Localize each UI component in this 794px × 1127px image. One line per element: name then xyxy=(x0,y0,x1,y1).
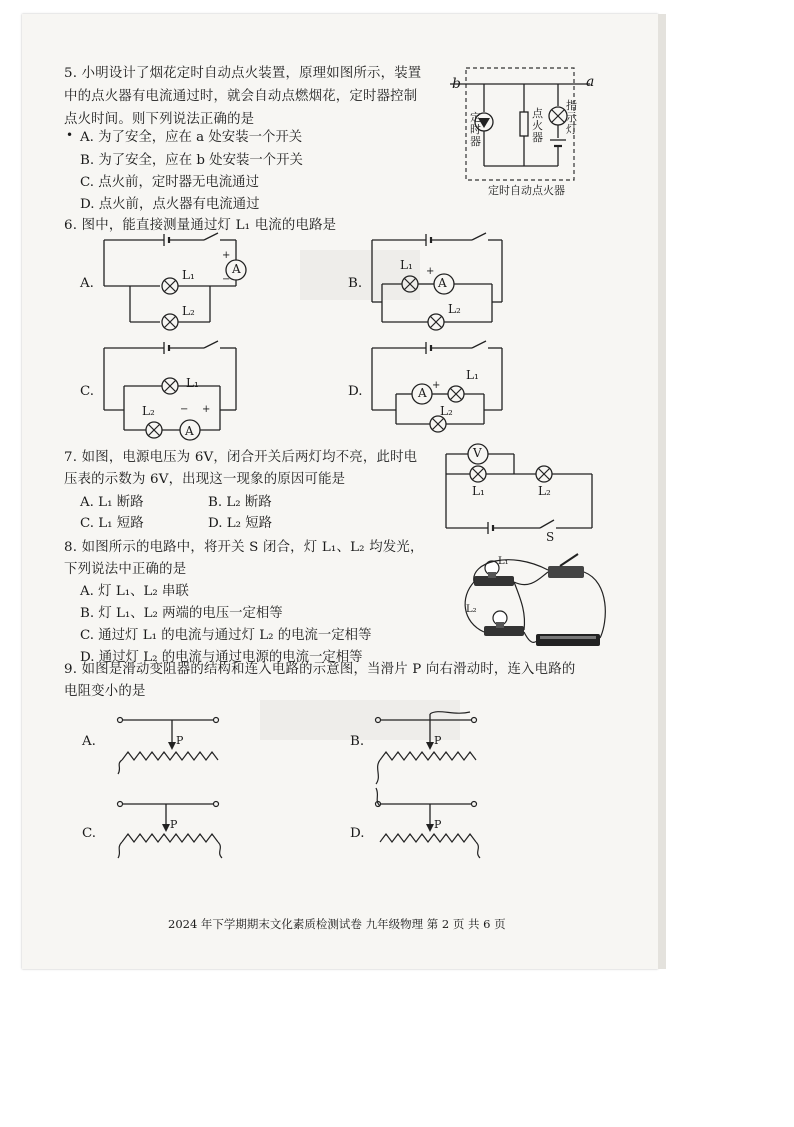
q7-voltmeter: V xyxy=(473,446,482,460)
q6a-minus: − xyxy=(222,274,231,285)
q5-stem-line3: 点火时间。则下列说法正确的是 xyxy=(64,112,255,127)
q6d-L2: L₂ xyxy=(440,404,453,418)
q9-rheostat-c xyxy=(116,796,226,866)
q6c-plus: + xyxy=(202,404,211,415)
q5-option-b: B. 为了安全，应在 b 处安装一个开关 xyxy=(80,153,303,168)
q6d-plus: + xyxy=(432,380,441,391)
q6c-ammeter: A xyxy=(185,424,194,438)
q9-stem-line2: 电阻变小的是 xyxy=(64,684,146,699)
q6-label-d: D. xyxy=(348,384,363,399)
q8-circuit-photo xyxy=(460,552,610,652)
q6b-plus: + xyxy=(426,266,435,277)
q7-L2: L₂ xyxy=(538,484,551,498)
q9-rheostat-d xyxy=(374,796,484,866)
q5-timer-label: 定时器 xyxy=(470,111,481,148)
q9-label-a: A. xyxy=(82,734,96,749)
q7-stem-line1: 7. 如图，电源电压为 6V，闭合开关后两灯均不亮，此时电 xyxy=(64,450,418,465)
q6-circuit-d xyxy=(372,340,522,440)
q7-option-d: D. L₂ 短路 xyxy=(208,516,273,531)
q8-option-c: C. 通过灯 L₁ 的电流与通过灯 L₂ 的电流一定相等 xyxy=(80,628,372,643)
q6b-L2: L₂ xyxy=(448,302,461,316)
q5-stem-line1: 5. 小明设计了烟花定时自动点火装置，原理如图所示，装置 xyxy=(64,66,422,81)
q5-stem-line2: 中的点火器有电流通过时，就会自动点燃烟花，定时器控制 xyxy=(64,89,418,104)
q6c-L1: L₁ xyxy=(186,376,199,390)
q9-stem-line1: 9. 如图是滑动变阻器的结构和连入电路的示意图，当滑片 P 向右滑动时，连入电路的 xyxy=(64,662,576,677)
q6-label-a: A. xyxy=(80,276,94,291)
q5-label-b: b xyxy=(452,76,461,92)
q9c-slider-label: P xyxy=(170,818,178,831)
q5-igniter-label: 点火器 xyxy=(532,107,543,144)
q6a-L1: L₁ xyxy=(182,268,195,282)
q6-label-c: C. xyxy=(80,384,95,399)
q8-L1: L₁ xyxy=(498,556,509,567)
q9-rheostat-a xyxy=(116,710,226,780)
q6-circuit-b xyxy=(372,232,522,332)
q6b-L1: L₁ xyxy=(400,258,413,272)
q9b-slider-label: P xyxy=(434,734,442,747)
q6d-ammeter: A xyxy=(418,386,427,400)
q8-stem-line2: 下列说法中正确的是 xyxy=(64,562,187,577)
q7-option-c: C. L₁ 短路 xyxy=(80,516,144,531)
q7-option-b: B. L₂ 断路 xyxy=(208,495,272,510)
q9-label-b: B. xyxy=(350,734,365,749)
q9d-slider-label: P xyxy=(434,818,442,831)
q6b-ammeter: A xyxy=(438,276,447,290)
page-edge xyxy=(658,14,666,969)
q9-rheostat-b xyxy=(374,710,484,810)
pencil-dot: • xyxy=(66,128,74,142)
q6a-L2: L₂ xyxy=(182,304,195,318)
q8-stem-line1: 8. 如图所示的电路中，将开关 S 闭合，灯 L₁、L₂ 均发光， xyxy=(64,540,424,555)
q8-option-b: B. 灯 L₁、L₂ 两端的电压一定相等 xyxy=(80,606,283,621)
q7-switch: S xyxy=(546,530,555,544)
q6a-plus: + xyxy=(222,250,231,261)
q6-label-b: B. xyxy=(348,276,363,291)
q6d-L1: L₁ xyxy=(466,368,479,382)
q8-L2: L₂ xyxy=(466,604,477,615)
page-footer: 2024 年下学期期末文化素质检测试卷 九年级物理 第 2 页 共 6 页 xyxy=(168,917,506,931)
q5-option-c: C. 点火前，定时器无电流通过 xyxy=(80,175,259,190)
q6c-minus: − xyxy=(180,404,189,415)
q9-label-d: D. xyxy=(350,826,365,841)
q5-option-d: D. 点火前，点火器有电流通过 xyxy=(80,197,260,212)
q8-option-d: D. 通过灯 L₂ 的电流与通过电源的电流一定相等 xyxy=(80,650,363,665)
q5-caption: 定时自动点火器 xyxy=(488,184,565,197)
q7-stem-line2: 压表的示数为 6V，出现这一现象的原因可能是 xyxy=(64,472,346,487)
q7-L1: L₁ xyxy=(472,484,485,498)
q8-option-a: A. 灯 L₁、L₂ 串联 xyxy=(80,584,189,599)
q6c-L2: L₂ xyxy=(142,404,155,418)
q9-label-c: C. xyxy=(82,826,97,841)
q7-option-a: A. L₁ 断路 xyxy=(80,495,144,510)
q6a-ammeter: A xyxy=(232,262,241,276)
q7-circuit-diagram xyxy=(444,440,604,550)
q5-option-a: A. 为了安全，应在 a 处安装一个开关 xyxy=(80,130,303,145)
q6-circuit-a xyxy=(104,232,254,332)
q5-lamp-label: 指示灯 xyxy=(566,99,577,136)
q5-label-a: a xyxy=(586,74,595,90)
q9a-slider-label: P xyxy=(176,734,184,747)
q6-circuit-c xyxy=(104,340,254,440)
q6-stem: 6. 图中，能直接测量通过灯 L₁ 电流的电路是 xyxy=(64,218,337,233)
